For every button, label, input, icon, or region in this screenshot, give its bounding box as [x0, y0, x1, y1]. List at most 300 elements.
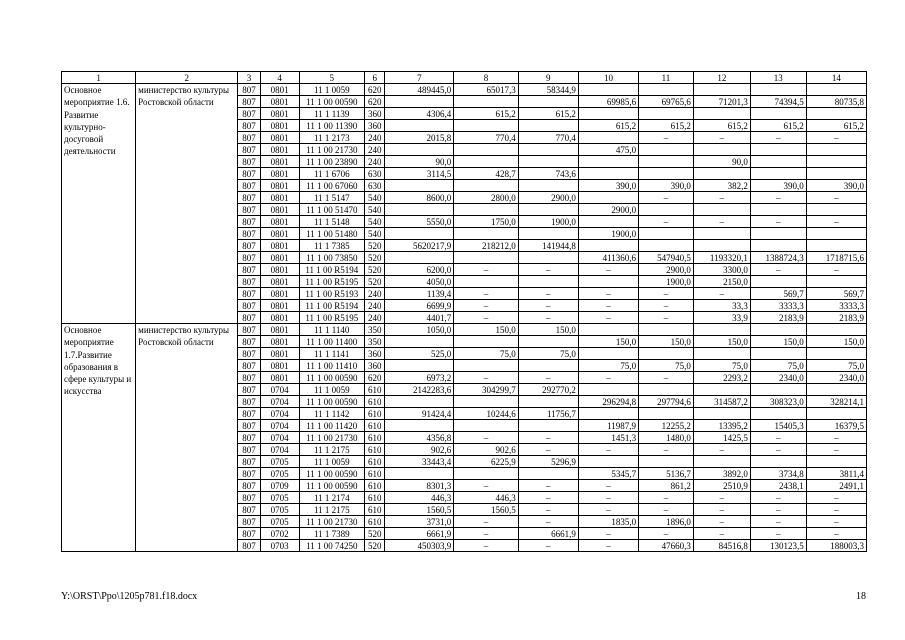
amount-cell: 296294,8 [578, 396, 638, 408]
amount-cell [693, 384, 750, 396]
ministry-code-cell: 807 [238, 420, 261, 432]
amount-cell: 446,3 [454, 492, 518, 504]
amount-cell: – [693, 132, 750, 144]
amount-cell: – [693, 192, 750, 204]
ministry-code-cell: 807 [238, 120, 261, 132]
amount-cell [639, 108, 694, 120]
target-article-cell: 11 1 00 74250 [299, 540, 365, 552]
column-number-header: 5 [299, 72, 365, 84]
expense-type-cell: 610 [365, 408, 385, 420]
ministry-code-cell: 807 [238, 108, 261, 120]
section-code-cell: 0801 [260, 168, 299, 180]
amount-cell [750, 168, 806, 180]
expense-type-cell: 630 [365, 168, 385, 180]
amount-cell: 16379,5 [806, 420, 866, 432]
amount-cell [750, 156, 806, 168]
activity-name-cell: Основное мероприятие 1.7.Развитие образования в сфере культуры и искусства [62, 324, 136, 552]
section-code-cell: 0705 [260, 504, 299, 516]
amount-cell [639, 168, 694, 180]
ministry-code-cell: 807 [238, 84, 261, 96]
target-article-cell: 11 1 00 51480 [299, 228, 365, 240]
expense-type-cell: 520 [365, 252, 385, 264]
amount-cell: 569,7 [750, 288, 806, 300]
section-code-cell: 0704 [260, 408, 299, 420]
amount-cell [454, 120, 518, 132]
amount-cell: 428,7 [454, 168, 518, 180]
amount-cell [693, 456, 750, 468]
amount-cell [639, 144, 694, 156]
amount-cell [578, 348, 638, 360]
section-code-cell: 0702 [260, 528, 299, 540]
expense-type-cell: 610 [365, 516, 385, 528]
expense-type-cell: 610 [365, 444, 385, 456]
section-code-cell: 0801 [260, 84, 299, 96]
amount-cell: – [693, 288, 750, 300]
amount-cell: – [578, 288, 638, 300]
amount-cell: 615,2 [578, 120, 638, 132]
amount-cell: 861,2 [639, 480, 694, 492]
amount-cell [518, 96, 578, 108]
expense-type-cell: 540 [365, 204, 385, 216]
amount-cell [578, 456, 638, 468]
amount-cell: – [806, 444, 866, 456]
section-code-cell: 0801 [260, 312, 299, 324]
target-article-cell: 11 1 7389 [299, 528, 365, 540]
amount-cell: 11987,9 [578, 420, 638, 432]
amount-cell: 390,0 [578, 180, 638, 192]
amount-cell [454, 156, 518, 168]
amount-cell: 6225,9 [454, 456, 518, 468]
amount-cell [454, 468, 518, 480]
amount-cell [806, 348, 866, 360]
ministry-code-cell: 807 [238, 432, 261, 444]
amount-cell: 1718715,6 [806, 252, 866, 264]
target-article-cell: 11 1 00 73850 [299, 252, 365, 264]
ministry-code-cell: 807 [238, 480, 261, 492]
amount-cell [750, 240, 806, 252]
section-code-cell: 0704 [260, 420, 299, 432]
amount-cell [806, 84, 866, 96]
amount-cell: – [454, 540, 518, 552]
section-code-cell: 0801 [260, 336, 299, 348]
amount-cell [750, 276, 806, 288]
amount-cell: 2340,0 [806, 372, 866, 384]
amount-cell: 489445,0 [385, 84, 454, 96]
amount-cell: – [639, 372, 694, 384]
amount-cell [806, 240, 866, 252]
ministry-code-cell: 807 [238, 180, 261, 192]
amount-cell [578, 216, 638, 228]
amount-cell: 450303,9 [385, 540, 454, 552]
amount-cell: – [578, 444, 638, 456]
column-number-header: 7 [385, 72, 454, 84]
expense-type-cell: 360 [365, 108, 385, 120]
expense-type-cell: 610 [365, 396, 385, 408]
amount-cell [518, 336, 578, 348]
amount-cell: – [750, 192, 806, 204]
amount-cell: 74394,5 [750, 96, 806, 108]
expense-type-cell: 360 [365, 348, 385, 360]
amount-cell: – [639, 288, 694, 300]
ministry-code-cell: 807 [238, 264, 261, 276]
amount-cell: 4050,0 [385, 276, 454, 288]
amount-cell: 1896,0 [639, 516, 694, 528]
amount-cell [693, 168, 750, 180]
expense-type-cell: 630 [365, 180, 385, 192]
amount-cell [693, 408, 750, 420]
section-code-cell: 0704 [260, 444, 299, 456]
section-code-cell: 0801 [260, 96, 299, 108]
ministry-code-cell: 807 [238, 468, 261, 480]
target-article-cell: 11 1 1140 [299, 324, 365, 336]
table-row [62, 84, 867, 96]
amount-cell: – [750, 504, 806, 516]
ministry-code-cell: 807 [238, 336, 261, 348]
ministry-code-cell: 807 [238, 216, 261, 228]
amount-cell: 390,0 [806, 180, 866, 192]
expense-type-cell: 540 [365, 192, 385, 204]
amount-cell [385, 396, 454, 408]
amount-cell: 90,0 [693, 156, 750, 168]
amount-cell: – [806, 432, 866, 444]
amount-cell: 71201,3 [693, 96, 750, 108]
amount-cell: 1480,0 [639, 432, 694, 444]
expense-type-cell: 540 [365, 216, 385, 228]
section-code-cell: 0705 [260, 516, 299, 528]
ministry-code-cell: 807 [238, 228, 261, 240]
amount-cell: – [518, 540, 578, 552]
amount-cell: 2438,1 [750, 480, 806, 492]
expense-type-cell: 610 [365, 492, 385, 504]
target-article-cell: 11 1 00 00590 [299, 96, 365, 108]
amount-cell: – [750, 444, 806, 456]
amount-cell [385, 180, 454, 192]
target-article-cell: 11 1 00 00590 [299, 372, 365, 384]
amount-cell [750, 144, 806, 156]
amount-cell: 6661,9 [385, 528, 454, 540]
target-article-cell: 11 1 00 R5194 [299, 264, 365, 276]
amount-cell: 4401,7 [385, 312, 454, 324]
target-article-cell: 11 1 6706 [299, 168, 365, 180]
amount-cell: 65017,3 [454, 84, 518, 96]
expense-type-cell: 620 [365, 372, 385, 384]
amount-cell [750, 84, 806, 96]
amount-cell [639, 384, 694, 396]
target-article-cell: 11 1 7385 [299, 240, 365, 252]
section-code-cell: 0705 [260, 456, 299, 468]
amount-cell [385, 360, 454, 372]
section-code-cell: 0801 [260, 372, 299, 384]
amount-cell: – [693, 504, 750, 516]
amount-cell: 2183,9 [750, 312, 806, 324]
amount-cell [639, 228, 694, 240]
column-number-header: 6 [365, 72, 385, 84]
column-number-header: 4 [260, 72, 299, 84]
amount-cell: – [806, 504, 866, 516]
amount-cell [806, 456, 866, 468]
amount-cell: – [750, 264, 806, 276]
section-code-cell: 0801 [260, 132, 299, 144]
amount-cell: – [578, 504, 638, 516]
amount-cell: – [639, 312, 694, 324]
amount-cell [385, 96, 454, 108]
amount-cell: 58344,9 [518, 84, 578, 96]
amount-cell: 525,0 [385, 348, 454, 360]
amount-cell: 2491,1 [806, 480, 866, 492]
page-number: 18 [856, 591, 866, 602]
executor-cell: министерство культуры Ростовской области [136, 324, 238, 552]
budget-table [61, 71, 867, 552]
amount-cell: 1139,4 [385, 288, 454, 300]
amount-cell: – [639, 504, 694, 516]
amount-cell: 15405,3 [750, 420, 806, 432]
amount-cell: – [454, 372, 518, 384]
amount-cell: 6200,0 [385, 264, 454, 276]
file-path: Y:\ORST\Ppo\1205p781.f18.docx [61, 591, 198, 602]
amount-cell: 2510,9 [693, 480, 750, 492]
target-article-cell: 11 1 1139 [299, 108, 365, 120]
expense-type-cell: 360 [365, 120, 385, 132]
amount-cell: 3734,8 [750, 468, 806, 480]
amount-cell: 2183,9 [806, 312, 866, 324]
target-article-cell: 11 1 00 00590 [299, 480, 365, 492]
amount-cell: 314587,2 [693, 396, 750, 408]
section-code-cell: 0801 [260, 264, 299, 276]
ministry-code-cell: 807 [238, 456, 261, 468]
amount-cell: 1425,5 [693, 432, 750, 444]
ministry-code-cell: 807 [238, 156, 261, 168]
activity-name-cell: Основное мероприятие 1.6. Развитие культурно-досуговой деятельности [62, 84, 136, 324]
amount-cell [454, 420, 518, 432]
amount-cell [693, 84, 750, 96]
amount-cell: 6973,2 [385, 372, 454, 384]
amount-cell: 5136,7 [639, 468, 694, 480]
section-code-cell: 0801 [260, 204, 299, 216]
amount-cell: – [750, 216, 806, 228]
amount-cell [385, 120, 454, 132]
amount-cell: – [693, 516, 750, 528]
amount-cell [750, 348, 806, 360]
amount-cell [693, 204, 750, 216]
amount-cell: – [806, 492, 866, 504]
amount-cell [518, 228, 578, 240]
amount-cell: – [518, 288, 578, 300]
amount-cell [639, 408, 694, 420]
amount-cell: 615,2 [806, 120, 866, 132]
target-article-cell: 11 1 1142 [299, 408, 365, 420]
amount-cell: 1835,0 [578, 516, 638, 528]
expense-type-cell: 610 [365, 468, 385, 480]
amount-cell [518, 120, 578, 132]
section-code-cell: 0801 [260, 216, 299, 228]
amount-cell: 8301,3 [385, 480, 454, 492]
amount-cell [806, 324, 866, 336]
target-article-cell: 11 1 2174 [299, 492, 365, 504]
amount-cell: – [578, 528, 638, 540]
amount-cell: 2015,8 [385, 132, 454, 144]
amount-cell: 5550,0 [385, 216, 454, 228]
amount-cell: 2900,0 [639, 264, 694, 276]
column-number-header: 1 [62, 72, 136, 84]
amount-cell [454, 180, 518, 192]
amount-cell [578, 168, 638, 180]
amount-cell: – [518, 264, 578, 276]
amount-cell: 1750,0 [454, 216, 518, 228]
amount-cell: – [518, 492, 578, 504]
expense-type-cell: 240 [365, 300, 385, 312]
amount-cell [639, 348, 694, 360]
amount-cell: – [578, 264, 638, 276]
amount-cell: – [750, 492, 806, 504]
amount-cell [385, 252, 454, 264]
amount-cell: 4356,8 [385, 432, 454, 444]
amount-cell: – [578, 540, 638, 552]
amount-cell: 12255,2 [639, 420, 694, 432]
target-article-cell: 11 1 0059 [299, 384, 365, 396]
section-code-cell: 0801 [260, 276, 299, 288]
amount-cell: 743,6 [518, 168, 578, 180]
amount-cell: – [518, 372, 578, 384]
section-code-cell: 0709 [260, 480, 299, 492]
column-number-header: 3 [238, 72, 261, 84]
amount-cell [693, 240, 750, 252]
amount-cell [750, 204, 806, 216]
section-code-cell: 0801 [260, 180, 299, 192]
amount-cell: 3300,0 [693, 264, 750, 276]
ministry-code-cell: 807 [238, 252, 261, 264]
section-code-cell: 0704 [260, 432, 299, 444]
target-article-cell: 11 1 00 21730 [299, 516, 365, 528]
amount-cell: – [693, 216, 750, 228]
section-code-cell: 0801 [260, 252, 299, 264]
expense-type-cell: 240 [365, 312, 385, 324]
amount-cell: – [518, 504, 578, 516]
amount-cell: 69985,6 [578, 96, 638, 108]
amount-cell: 569,7 [806, 288, 866, 300]
amount-cell [750, 384, 806, 396]
amount-cell: – [806, 132, 866, 144]
amount-cell: 47660,3 [639, 540, 694, 552]
amount-cell [693, 348, 750, 360]
amount-cell: 84516,8 [693, 540, 750, 552]
amount-cell: – [750, 528, 806, 540]
expense-type-cell: 610 [365, 456, 385, 468]
amount-cell: – [454, 432, 518, 444]
section-code-cell: 0801 [260, 228, 299, 240]
section-code-cell: 0801 [260, 108, 299, 120]
ministry-code-cell: 807 [238, 396, 261, 408]
amount-cell: 11756,7 [518, 408, 578, 420]
amount-cell: 390,0 [750, 180, 806, 192]
column-number-header: 9 [518, 72, 578, 84]
amount-cell: 69765,6 [639, 96, 694, 108]
amount-cell [750, 108, 806, 120]
amount-cell [693, 108, 750, 120]
amount-cell [385, 468, 454, 480]
amount-cell: 33,3 [693, 300, 750, 312]
amount-cell: 1560,5 [385, 504, 454, 516]
amount-cell: 218212,0 [454, 240, 518, 252]
amount-cell: 5296,9 [518, 456, 578, 468]
amount-cell [806, 276, 866, 288]
amount-cell: 3892,0 [693, 468, 750, 480]
amount-cell: – [750, 516, 806, 528]
target-article-cell: 11 1 00 11420 [299, 420, 365, 432]
ministry-code-cell: 807 [238, 528, 261, 540]
target-article-cell: 11 1 1141 [299, 348, 365, 360]
amount-cell: 3811,4 [806, 468, 866, 480]
section-code-cell: 0801 [260, 192, 299, 204]
amount-cell [578, 108, 638, 120]
expense-type-cell: 360 [365, 360, 385, 372]
ministry-code-cell: 807 [238, 372, 261, 384]
ministry-code-cell: 807 [238, 384, 261, 396]
amount-cell: 5345,7 [578, 468, 638, 480]
ministry-code-cell: 807 [238, 516, 261, 528]
amount-cell: – [518, 444, 578, 456]
amount-cell: – [806, 516, 866, 528]
amount-cell: 75,0 [578, 360, 638, 372]
amount-cell [750, 228, 806, 240]
amount-cell: 615,2 [454, 108, 518, 120]
amount-cell [518, 156, 578, 168]
amount-cell: 150,0 [693, 336, 750, 348]
expense-type-cell: 520 [365, 264, 385, 276]
amount-cell: 33443,4 [385, 456, 454, 468]
amount-cell [385, 420, 454, 432]
column-number-header: 14 [806, 72, 866, 84]
amount-cell: 615,2 [639, 120, 694, 132]
amount-cell: – [454, 288, 518, 300]
amount-cell: 328214,1 [806, 396, 866, 408]
amount-cell: 150,0 [454, 324, 518, 336]
expense-type-cell: 610 [365, 384, 385, 396]
amount-cell [578, 276, 638, 288]
amount-cell: 2340,0 [750, 372, 806, 384]
amount-cell: 770,4 [454, 132, 518, 144]
amount-cell [385, 336, 454, 348]
amount-cell [639, 324, 694, 336]
amount-cell [578, 324, 638, 336]
amount-cell [639, 456, 694, 468]
ministry-code-cell: 807 [238, 312, 261, 324]
amount-cell [518, 204, 578, 216]
amount-cell [454, 276, 518, 288]
expense-type-cell: 240 [365, 288, 385, 300]
amount-cell [578, 192, 638, 204]
section-code-cell: 0801 [260, 360, 299, 372]
amount-cell: 75,0 [693, 360, 750, 372]
amount-cell: 2150,0 [693, 276, 750, 288]
ministry-code-cell: 807 [238, 192, 261, 204]
amount-cell: – [806, 192, 866, 204]
target-article-cell: 11 1 00 00590 [299, 468, 365, 480]
expense-type-cell: 520 [365, 276, 385, 288]
amount-cell: – [639, 300, 694, 312]
amount-cell: 475,0 [578, 144, 638, 156]
amount-cell [806, 144, 866, 156]
amount-cell: 411360,6 [578, 252, 638, 264]
amount-cell: 130123,5 [750, 540, 806, 552]
amount-cell [454, 96, 518, 108]
amount-cell [385, 228, 454, 240]
amount-cell: 141944,8 [518, 240, 578, 252]
expense-type-cell: 350 [365, 324, 385, 336]
expense-type-cell: 620 [365, 96, 385, 108]
amount-cell [806, 156, 866, 168]
amount-cell: 292770,2 [518, 384, 578, 396]
amount-cell [518, 180, 578, 192]
